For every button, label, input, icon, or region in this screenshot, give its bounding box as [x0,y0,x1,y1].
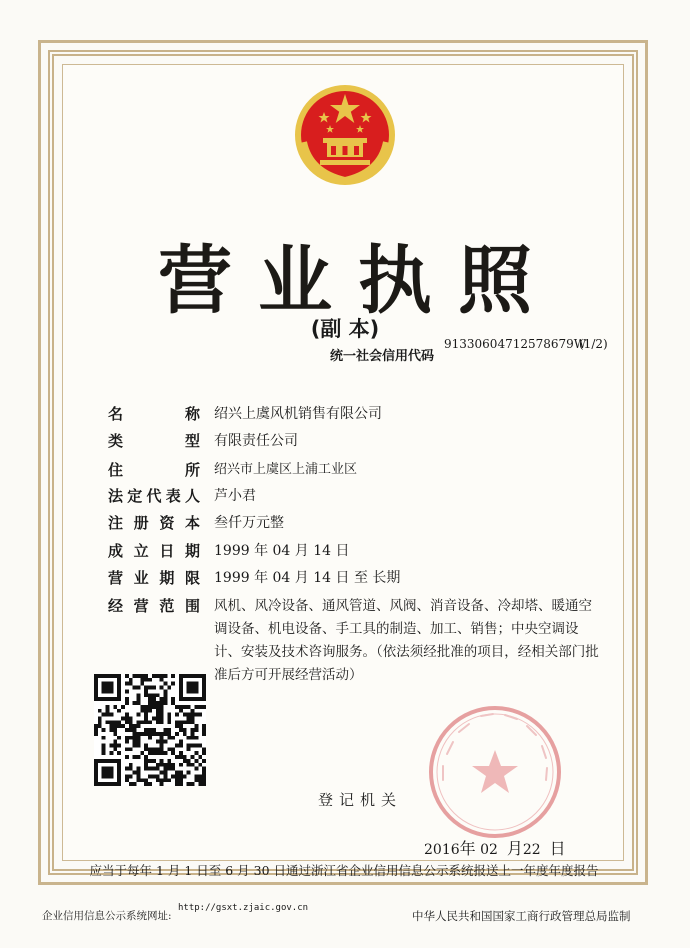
month-char: 月 [506,839,523,858]
issue-day: 22 [522,842,541,858]
year-char: 年 [459,839,476,858]
page-indicator: (1/2) [579,337,608,351]
credit-code-label: 统一社会信用代码 [330,349,435,364]
credit-code-value: 91330604712578679W [444,337,587,351]
footer-supervisor: 中华人民共和国国家工商行政管理总局监制 [412,909,631,923]
field-label: 法定代表人 [108,487,200,505]
field-label: 注册资本 [108,514,200,532]
field-label: 住所 [108,461,200,479]
field-value: 风机、风冷设备、通风管道、风阀、消音设备、冷却塔、暖通空调设备、机电设备、手工具的制造、加工、销售；中央空调设计、安装及技术咨询服务。（依法须经批准的项目，经相关部门批准后方可开展经营活动） [214,598,599,683]
field-value: 绍兴上虞风机销售有限公司 [214,406,382,422]
field-value: 绍兴市上虞区上浦工业区 [214,462,358,477]
field-value: 有限责任公司 [214,433,298,449]
footer-system-label: 企业信用信息公示系统网址: [42,910,172,922]
field-label: 经营范围 [108,597,200,615]
registration-authority-label: 登记机关 [318,791,403,809]
issue-date [424,836,566,859]
qr-code-icon[interactable] [94,674,206,786]
field-label: 成立日期 [108,542,200,560]
field-value: 叁仟万元整 [214,515,284,531]
issue-year: 2016 [424,842,460,858]
national-emblem-icon [290,80,400,190]
field-label: 类型 [108,432,200,450]
document-title: 营业执照 [158,238,558,324]
annual-report-notice: 应当于每年 1 月 1 日至 6 月 30 日通过浙江省企业信用信息公示系统报送上一年度年度报告 [89,863,599,878]
day-char: 日 [549,839,566,858]
field-value: 1999 年 04 月 14 日 至 长期 [214,570,401,586]
official-seal-icon [425,702,565,842]
field-value: 芦小君 [214,488,256,504]
field-value: 1999 年 04 月 14 日 [214,543,350,559]
issue-month: 02 [480,842,498,858]
document-subtitle: (副 本) [310,317,380,341]
footer-url-link[interactable]: http://gsxt.zjaic.gov.cn [178,903,309,913]
field-label: 名称 [108,405,200,423]
field-label: 营业期限 [108,569,200,587]
